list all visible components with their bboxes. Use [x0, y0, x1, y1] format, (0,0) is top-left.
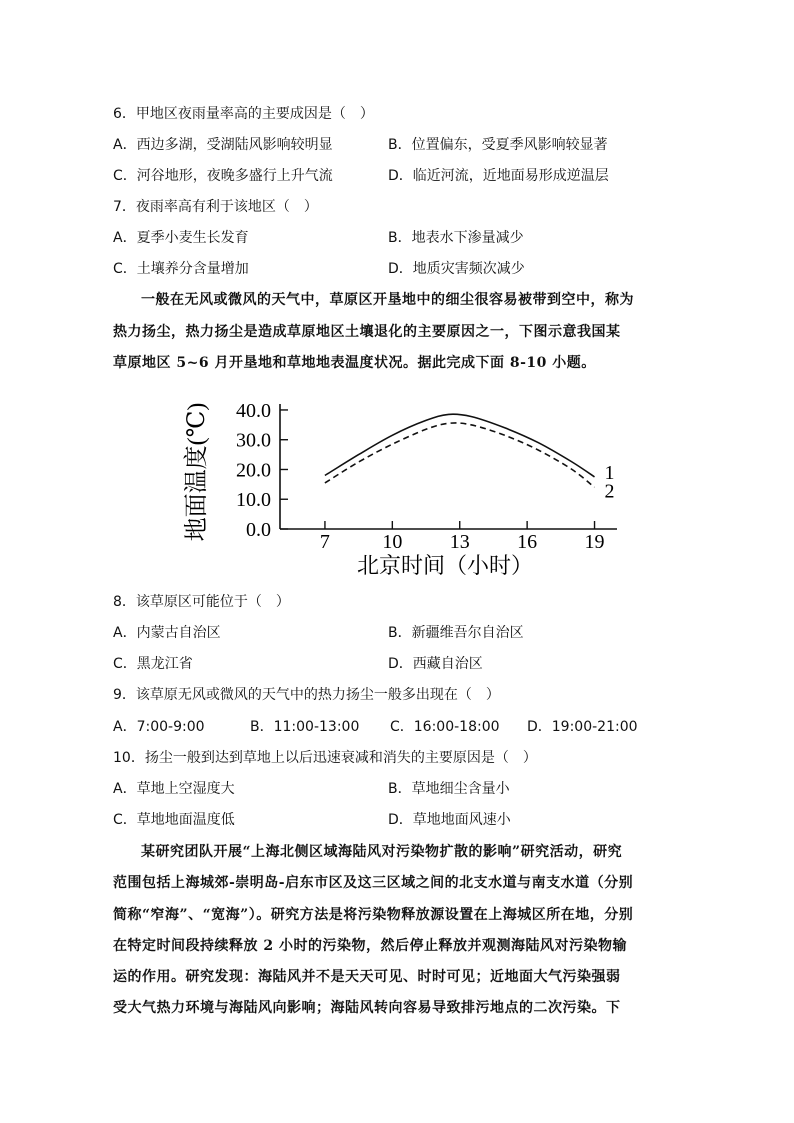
question-6-option-a[interactable]: A．西边多湖，受湖陆风影响较明显: [113, 137, 333, 153]
passage-2-line-4: 在特定时间段持续释放 2 小时的污染物，然后停止释放并观测海陆风对污染物输: [113, 938, 627, 954]
passage-2-line-1: 某研究团队开展“上海北侧区域海陆风对污染物扩散的影响”研究活动，研究: [141, 844, 623, 860]
question-6-option-c[interactable]: C．河谷地形，夜晚多盛行上升气流: [113, 168, 333, 184]
passage-2-line-5: 运的作用。研究发现：海陆风并不是天天可见、时时可见；近地面大气污染强弱: [113, 969, 621, 985]
y-tick-label: 30.0: [236, 429, 271, 452]
question-8-option-a[interactable]: A．内蒙古自治区: [113, 625, 221, 641]
temperature-chart: [170, 392, 630, 582]
passage-2-line-2: 范围包括上海城郊-崇明岛-启东市区及这三区域之间的北支水道与南支水道（分别: [113, 875, 634, 891]
question-9-option-c[interactable]: C．16:00-18:00: [390, 719, 500, 735]
passage-2-line-6: 受大气热力环境与海陆风向影响；海陆风转向容易导致排污地点的二次污染。下: [113, 1000, 621, 1016]
x-tick-label: 16: [517, 531, 538, 553]
question-7-option-c[interactable]: C．土壤养分含量增加: [113, 261, 249, 277]
passage-1-line-2: 热力扬尘，热力扬尘是造成草原地区土壤退化的主要原因之一，下图示意我国某: [113, 324, 621, 340]
question-8-stem: 8．该草原区可能位于（ ）: [113, 594, 290, 610]
question-8-option-c[interactable]: C．黑龙江省: [113, 656, 193, 672]
y-tick-label: 10.0: [236, 489, 271, 512]
x-tick-label: 19: [584, 531, 605, 553]
question-8-option-b[interactable]: B．新疆维吾尔自治区: [388, 625, 524, 641]
question-9-option-b[interactable]: B．11:00-13:00: [250, 719, 360, 735]
passage-1-line-1: 一般在无风或微风的天气中，草原区开垦地中的细尘很容易被带到空中，称为: [141, 292, 634, 308]
chart-series: [325, 414, 615, 502]
x-tick-label: 13: [449, 531, 470, 553]
y-tick-label: 20.0: [236, 459, 271, 482]
question-9-option-a[interactable]: A．7:00-9:00: [113, 719, 205, 735]
x-tick-label: 10: [382, 531, 403, 553]
series-line-1: [325, 414, 595, 477]
chart-x-axis-label: 北京时间（小时）: [356, 553, 534, 578]
question-9-stem: 9．该草原无风或微风的天气中的热力扬尘一般多出现在（ ）: [113, 687, 500, 703]
series-line-2: [325, 423, 595, 487]
question-7-option-d[interactable]: D．地质灾害频次减少: [388, 261, 525, 277]
question-10-option-c[interactable]: C．草地地面温度低: [113, 812, 235, 828]
question-7-stem: 7．夜雨率高有利于该地区（ ）: [113, 199, 318, 215]
question-7-option-b[interactable]: B．地表水下渗量减少: [388, 230, 524, 246]
question-9-option-d[interactable]: D．19:00-21:00: [527, 719, 638, 735]
series-label-1: 1: [604, 461, 615, 484]
question-6-option-b[interactable]: B．位置偏东，受夏季风影响较显著: [388, 137, 608, 153]
question-10-option-a[interactable]: A．草地上空湿度大: [113, 781, 235, 797]
chart-y-axis-label: 地面温度(℃): [184, 402, 210, 542]
question-7-option-a[interactable]: A．夏季小麦生长发育: [113, 230, 249, 246]
y-tick-label: 40.0: [236, 399, 271, 422]
question-8-option-d[interactable]: D．西藏自治区: [388, 656, 483, 672]
series-label-2: 2: [604, 480, 615, 503]
question-6-stem: 6．甲地区夜雨量率高的主要成因是（ ）: [113, 106, 374, 122]
question-10-option-b[interactable]: B．草地细尘含量小: [388, 781, 510, 797]
question-10-option-d[interactable]: D．草地地面风速小: [388, 812, 511, 828]
question-6-option-d[interactable]: D．临近河流，近地面易形成逆温层: [388, 168, 609, 184]
question-10-stem: 10．扬尘一般到达到草地上以后迅速衰减和消失的主要原因是（ ）: [113, 750, 537, 766]
passage-2-line-3: 简称“窄海”、“宽海”）。研究方法是将污染物释放源设置在上海城区所在地，分别: [113, 907, 634, 923]
x-tick-label: 7: [319, 531, 330, 553]
passage-1-line-3: 草原地区 5~6 月开垦地和草地地表温度状况。据此完成下面 8-10 小题。: [113, 355, 596, 371]
y-tick-label: 0.0: [246, 519, 271, 541]
